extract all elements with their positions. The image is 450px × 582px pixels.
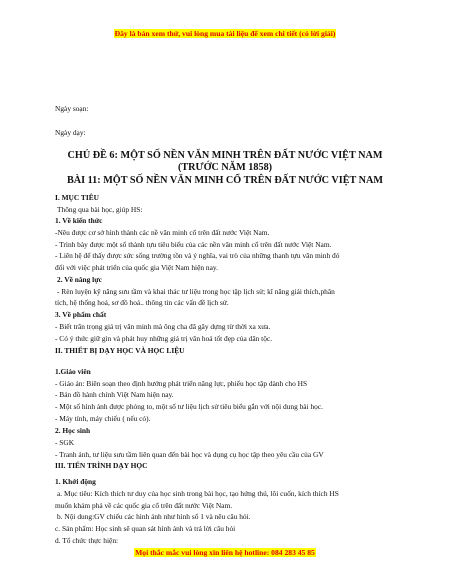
teacher-item: - Bản đồ hành chính Việt Nam hiện nay. [55,390,174,399]
knowledge-item-continued: đối với việc phát triển của quốc gia Việt Nam hiện nay. [55,263,218,272]
section-objectives-heading: I. MỤC TIÊU [55,193,100,202]
teacher-item: - Một số hình ảnh được phóng to, một số tư liệu lịch sử tiêu biểu gắn với nội dung bài học. [55,402,324,411]
preview-notice-text: Đây là bản xem thử, vui lòng mua tài liệu để xem chi tiết (có lời giải) [114,29,336,38]
preview-notice-banner [0,29,450,38]
skills-heading: 2. Về năng lực [57,275,102,284]
startup-item: c. Sản phẩm: Học sinh sẽ quan sát hình ảnh và trả lời câu hỏi [55,524,236,533]
chapter-title: CHỦ ĐỀ 6: MỘT SỐ NỀN VĂN MINH TRÊN ĐẤT NƯỚC VIỆT NAM [67,150,383,161]
lesson-title: BÀI 11: MỘT SỐ NỀN VĂN MINH CỔ TRÊN ĐẤT NƯỚC VIỆT NAM [66,175,384,186]
startup-heading: 1. Khởi động [55,477,96,486]
objectives-intro: Thông qua bài học, giúp HS: [57,205,143,214]
teacher-heading: 1.Giáo viên [55,367,91,376]
teacher-item: - Máy tính, máy chiếu ( nếu có). [55,414,151,423]
qualities-item: - Có ý thức giữ gìn và phát huy những giá trị văn hoá tốt đẹp của dân tộc. [55,334,273,343]
section-process-heading: III. TIẾN TRÌNH DẠY HỌC [55,461,148,470]
student-item: - Tranh ảnh, tư liệu sưu tầm liên quan đến bài học và dụng cụ học tập theo yêu cầu của GV [55,450,324,459]
skills-item: - Rèn luyện kỹ năng sưu tầm và khai thác tư liệu trong học tập lịch sử; kĩ năng giải thích,phân [57,287,335,296]
startup-item: a. Mục tiêu: Kích thích tư duy của học sinh trong bài học, tạo hứng thú, lôi cuốn, kích thích HS [57,489,339,498]
date-taught-label: Ngày dạy: [55,128,86,137]
section-equipment-heading: II. THIẾT BỊ DẠY HỌC VÀ HỌC LIỆU [55,346,185,355]
startup-item-continued: muốn khám phá về các quốc gia cổ trên đất nước Việt Nam. [55,501,233,510]
student-heading: 2. Học sinh [55,426,91,435]
skills-item-continued: tích, hệ thống hoá, sơ đồ hoá.. thông tin các vấn đề lịch sử. [55,298,229,307]
hotline-text: Mọi thắc mắc vui lòng xin liên hệ hotline: 084 283 45 85 [135,548,315,557]
student-item: - SGK [55,438,75,447]
teacher-item: - Giáo án: Biên soạn theo định hướng phát triển năng lực, phiếu học tập dành cho HS [55,379,308,388]
chapter-subtitle: (TRƯỚC NĂM 1858) [177,162,273,173]
knowledge-item: -Nêu được cơ sở hình thành các nề văn minh cổ trên đất nước Việt Nam. [55,228,270,237]
knowledge-item: - Liên hệ để thấy được sức sống trường tồn và ý nghĩa, vai trò của những thanh tựu văn minh đó [55,251,340,260]
knowledge-item: - Trình bày được một số thành tựu tiêu biểu của các nền văn minh cổ trên đất nước Việt Nam. [55,240,332,249]
hotline-banner [0,548,450,557]
startup-item: d. Tổ chức thực hiện: [55,536,119,545]
date-prepared-label: Ngày soạn: [55,104,89,113]
startup-item: b. Nội dung:GV chiếu các hình ảnh như hình số 1 và nêu câu hỏi. [57,512,251,521]
qualities-heading: 3. Về phẩm chất [55,310,107,319]
knowledge-heading: 1. Về kiến thức [55,216,103,225]
qualities-item: - Biết trân trọng giá trị văn minh mà ông cha đã gây dựng từ thời xa xưa. [55,322,271,331]
